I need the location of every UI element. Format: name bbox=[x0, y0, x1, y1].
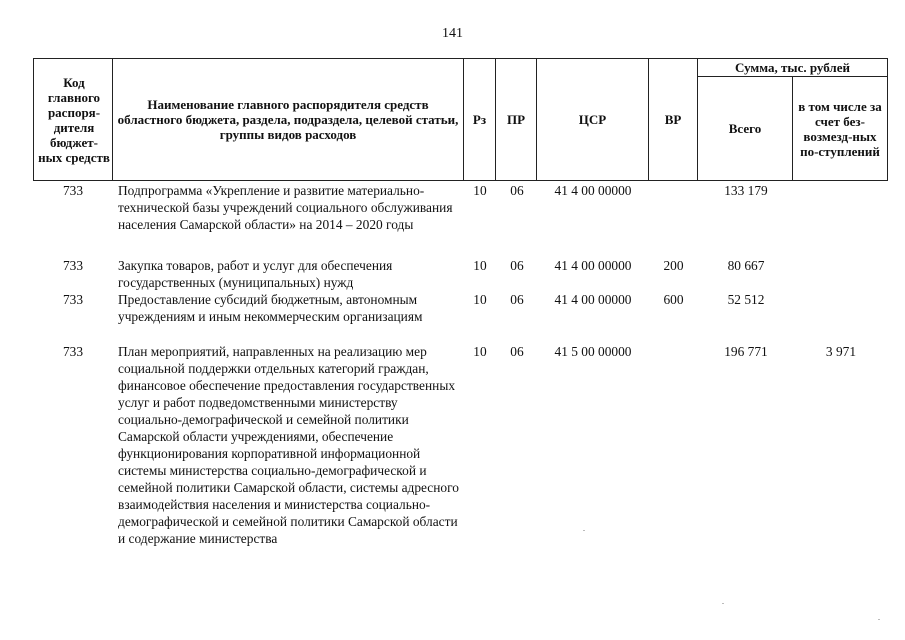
cell-name: Подпрограмма «Укрепление и развитие материально-технической базы учреждений социального обслуживания населения Самарской области» на 2014 – 2020 годы bbox=[118, 183, 453, 232]
cell-vr: 600 bbox=[663, 292, 684, 307]
cell-pr: 06 bbox=[510, 344, 524, 359]
col-divider bbox=[112, 58, 113, 181]
cell-pr: 06 bbox=[510, 292, 524, 307]
header-free: в том числе за счет без-возмезд-ных по-ступлений bbox=[798, 98, 882, 159]
cell-total: 133 179 bbox=[724, 183, 768, 198]
scan-speck bbox=[878, 619, 880, 620]
cell-rz: 10 bbox=[473, 292, 487, 307]
header-code: Код главного распоря-дителя бюджет-ных средств bbox=[38, 74, 110, 165]
cell-rz: 10 bbox=[473, 344, 487, 359]
cell-pr: 06 bbox=[510, 183, 524, 198]
cell-code: 733 bbox=[62, 344, 84, 359]
cell-name: План мероприятий, направленных на реализацию мер социальной поддержки отдельных категорий граждан, финансовое обеспечение предоставления государственных услуг и работ подведомственными министерству социально-демографической и семейной политики Самарской области учреждениями, обеспечение функционирования корпоративной информационной системы министерства социально-демографической и семейной политики Самарской области, системы адресного взаимодействия населения и министерства социально-демографической и семейной политики Самарской области и содержание министерства bbox=[118, 344, 459, 546]
cell-code: 733 bbox=[62, 183, 84, 198]
cell-total: 196 771 bbox=[724, 344, 768, 359]
cell-total: 80 667 bbox=[727, 258, 765, 273]
header-total: Всего bbox=[728, 121, 762, 136]
header-bottom-border bbox=[33, 180, 888, 181]
cell-csr: 41 5 00 00000 bbox=[554, 344, 632, 359]
col-divider bbox=[887, 58, 888, 181]
cell-csr: 41 4 00 00000 bbox=[554, 183, 632, 198]
page-number: 141 bbox=[442, 26, 463, 41]
header-name: Наименование главного распорядителя средств областного бюджета, раздела, подраздела, целевой статьи, группы видов расходов bbox=[117, 97, 459, 142]
cell-csr: 41 4 00 00000 bbox=[554, 292, 632, 307]
cell-name: Предоставление субсидий бюджетным, автономным учреждениям и иным некоммерческим организациям bbox=[118, 292, 423, 324]
header-rz: Рз bbox=[472, 112, 487, 127]
cell-free: 3 971 bbox=[825, 344, 857, 359]
cell-name: Закупка товаров, работ и услуг для обеспечения государственных (муниципальных) нужд bbox=[118, 258, 393, 290]
col-divider bbox=[33, 58, 34, 181]
header-sum-group: Сумма, тыс. рублей bbox=[735, 60, 850, 75]
header-pr: ПР bbox=[506, 112, 526, 127]
scan-speck bbox=[722, 603, 724, 604]
cell-total: 52 512 bbox=[727, 292, 765, 307]
cell-vr: 200 bbox=[663, 258, 684, 273]
col-divider bbox=[792, 76, 793, 181]
cell-pr: 06 bbox=[510, 258, 524, 273]
cell-rz: 10 bbox=[473, 183, 487, 198]
cell-rz: 10 bbox=[473, 258, 487, 273]
header-vr: ВР bbox=[664, 112, 682, 127]
cell-csr: 41 4 00 00000 bbox=[554, 258, 632, 273]
scan-speck bbox=[583, 530, 585, 531]
cell-code: 733 bbox=[62, 258, 84, 273]
header-csr: ЦСР bbox=[578, 112, 607, 127]
cell-code: 733 bbox=[62, 292, 84, 307]
